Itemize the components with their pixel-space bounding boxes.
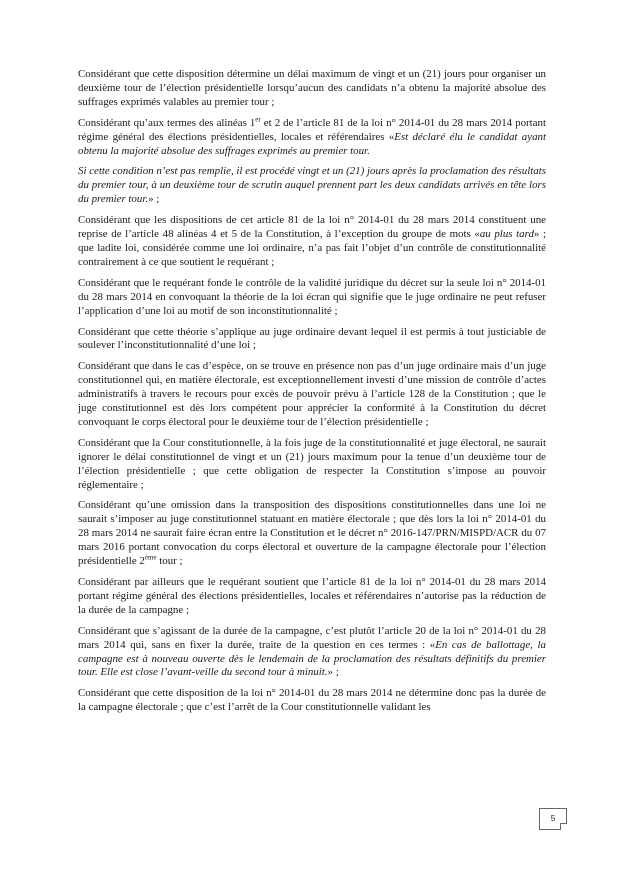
- text-run: Considérant qu’une omission dans la transposition des dispositions constitutionnelles dans une loi ne saurait s’imposer au juge constitutionnel statuant en matière électorale ; que dès lors la loi n° 2014-01 du 28 mars 2014 ne saurait faire écran entre la Constitution et le décret n° 2016-147/PRN/MISPD/ACR du 07 mars 2016 portant convocation du corps électoral et ouverture de la campagne électorale pour l’élection présidentielle 2: [78, 499, 546, 568]
- paragraph: [78, 687, 546, 715]
- paragraph: [78, 625, 546, 681]
- paragraph: [78, 437, 546, 493]
- text-run: » ;: [148, 193, 160, 206]
- paragraph: [78, 117, 546, 159]
- quoted-italic-text: au plus tard: [479, 228, 534, 241]
- paragraph: [78, 277, 546, 319]
- text-run: Considérant qu’aux termes des alinéas 1: [78, 116, 256, 129]
- text-run: Considérant que cette disposition de la loi n° 2014-01 du 28 mars 2014 ne détermine donc pas la durée de la campagne électorale ; que c’est l’arrêt de la Cour constitutionnelle validant les: [78, 687, 546, 714]
- text-run: » ;: [327, 666, 339, 679]
- page-number-box: [539, 808, 567, 830]
- paragraph: [78, 214, 546, 270]
- text-run: Considérant que cette disposition détermine un délai maximum de vingt et un (21) jours pour organiser un deuxième tour de l’élection présidentielle lorsqu’aucun des candidats n’a obtenu la majorité absolue des suffrages exprimés valables au premier tour ;: [78, 68, 546, 108]
- paragraph: [78, 499, 546, 569]
- page-number: 5: [550, 814, 556, 823]
- document-body: [78, 68, 546, 722]
- paragraph: [78, 165, 546, 207]
- text-run: Considérant que la Cour constitutionnelle, à la fois juge de la constitutionnalité et juge électoral, ne saurait ignorer le délai constitutionnel de vingt et un (21) jours maximum pour la tenue d’un deuxième tour de l’élection présidentielle ; que cette obligation de respecter la Constitution s’impose au pouvoir réglementaire ;: [78, 436, 546, 491]
- text-run: Considérant que cette théorie s’applique au juge ordinaire devant lequel il est permis à tout justiciable de soulever l’inconstitutionnalité d’une loi ;: [78, 325, 546, 352]
- quoted-italic-text: Est déclaré élu le candidat ayant obtenu la majorité absolue des suffrages exprimés au premier tour.: [78, 130, 546, 157]
- text-run: » ; que ladite loi, considérée comme une loi ordinaire, n’a pas fait l’objet d’un contrôle de constitutionnalité contrairement à ce que soutient le requérant ;: [78, 228, 546, 268]
- superscript-text: er: [255, 115, 261, 124]
- paragraph: [78, 576, 546, 618]
- paragraph: [78, 360, 546, 430]
- paragraph: [78, 68, 546, 110]
- paragraph: [78, 326, 546, 354]
- superscript-text: ème: [144, 553, 157, 562]
- quoted-italic-text: Si cette condition n’est pas remplie, il est procédé vingt et un (21) jours après la proclamation des résultats du premier tour, à un deuxième tour de scrutin auquel prennent part les deux candidats arrivés en tête lors du premier tour.: [78, 165, 546, 206]
- text-run: Considérant que dans le cas d’espèce, on se trouve en présence non pas d’un juge ordinaire mais d’un juge constitutionnel qui, en matière électorale, est exceptionnellement investi d’une mission de contrôle d’actes administratifs à travers le recours pour excès de pouvoir prévu à l’article 128 de la Constitution ; que le juge constitutionnel est dès lors compétent pour apprécier la conformité à la Constitution du décret convoquant le corps électoral pour le deuxième tour de l’élection présidentielle ;: [78, 360, 546, 428]
- text-run: Considérant par ailleurs que le requérant soutient que l’article 81 de la loi n° 2014-01 du 28 mars 2014 portant régime général des élections présidentielles, locales et référendaires n’autorise pas la réduction de la durée de la campagne ;: [78, 576, 546, 616]
- text-run: Considérant que le requérant fonde le contrôle de la validité juridique du décret sur la seule loi n° 2014-01 du 28 mars 2014 en convoquant la théorie de la loi écran qui signifie que le juge ordinaire ne peut refuser l’application d’une loi au motif de son inconstitutionnalité ;: [78, 276, 546, 317]
- quoted-italic-text: En cas de ballottage, la campagne est à nouveau ouverte dès le lendemain de la proclamation des résultats définitifs du premier tour. Elle est close l’avant-veille du second tour à minuit.: [78, 638, 546, 679]
- text-run: Considérant que s’agissant de la durée de la campagne, c’est plutôt l’article 20 de la loi n° 2014-01 du 28 mars 2014 qui, sans en fixer la durée, traite de la question en ces termes : «: [78, 624, 546, 651]
- text-run: tour ;: [156, 555, 183, 568]
- text-run: Considérant que les dispositions de cet article 81 de la loi n° 2014-01 du 28 mars 2014 constituent une reprise de l’article 48 alinéas 4 et 5 de la Constitution, à l’exception du groupe de mots «: [78, 214, 546, 241]
- text-run: et 2 de l’article 81 de la loi n° 2014-01 du 28 mars 2014 portant régime général des élections présidentielles, locales et référendaires «: [78, 116, 546, 143]
